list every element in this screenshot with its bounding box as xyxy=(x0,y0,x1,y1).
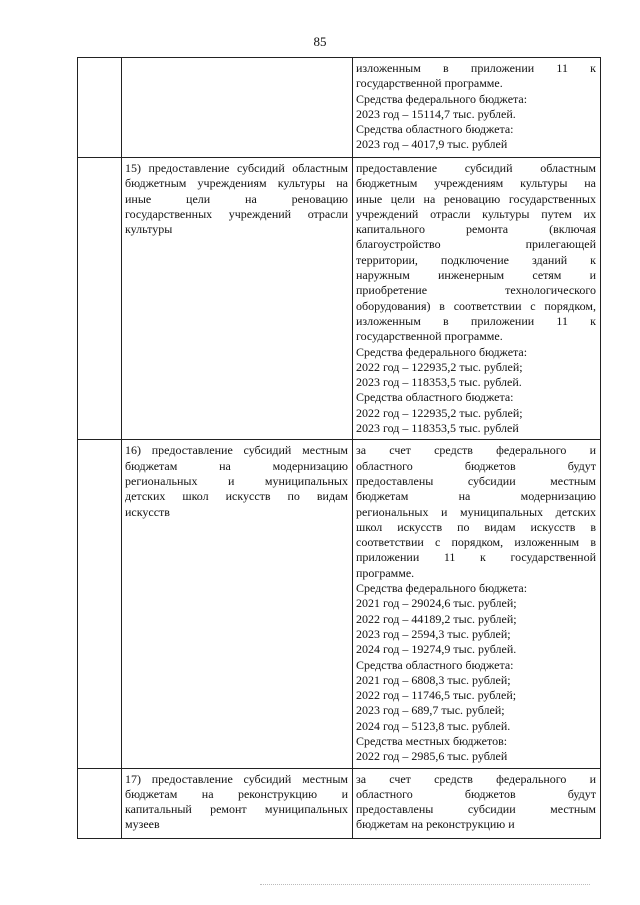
measure-name-cell-line: музеев xyxy=(125,817,160,832)
measure-description-cell-line: 2022 год – 2985,6 тыс. рублей xyxy=(356,749,508,764)
measure-description-cell xyxy=(353,768,601,838)
measure-description-cell-line: соответствии с порядком, изложенным в xyxy=(356,535,596,550)
measure-description-cell-line: областного бюджетов будут xyxy=(356,458,596,473)
table-row xyxy=(78,158,601,440)
row-number-cell xyxy=(78,768,122,838)
measure-description-cell-line: капитального ремонта (включая xyxy=(356,222,596,237)
measure-description-cell-line: за счет средств федерального и xyxy=(356,443,596,458)
measure-description-cell-line: 2023 год – 118353,5 тыс. рублей xyxy=(356,421,519,436)
measure-name-cell-line: бюджетам на модернизацию xyxy=(125,458,348,473)
measure-description-cell-line: региональных и муниципальных детских xyxy=(356,504,596,519)
measure-description-cell xyxy=(353,440,601,768)
measure-description-cell xyxy=(353,158,601,440)
measure-description-cell-line: учреждений отрасли культуры путем их xyxy=(356,206,596,221)
program-measures-table xyxy=(77,57,601,839)
measure-name-cell xyxy=(122,58,353,158)
measure-description-cell-line: Средства областного бюджета: xyxy=(356,657,514,672)
measure-description-cell-line: бюджетам на модернизацию xyxy=(356,489,596,504)
measure-name-cell-line: капитальный ремонт муниципальных xyxy=(125,802,348,817)
measure-description-cell-line: 2021 год – 29024,6 тыс. рублей; xyxy=(356,596,517,611)
row-number-cell xyxy=(78,158,122,440)
measure-description-cell-line: 2024 год – 19274,9 тыс. рублей. xyxy=(356,642,517,657)
measure-description-cell-line: оборудования) в соответствии с порядком, xyxy=(356,298,596,313)
measure-description-cell-line: изложенным в приложении 11 к xyxy=(356,313,596,328)
row-number-cell xyxy=(78,58,122,158)
measure-name-cell-line: искусств xyxy=(125,504,170,519)
measure-description-cell-line: за счет средств федерального и xyxy=(356,771,596,786)
measure-description-cell-line: 2022 год – 122935,2 тыс. рублей; xyxy=(356,405,523,420)
measure-description-cell-line: 2023 год – 2594,3 тыс. рублей; xyxy=(356,626,511,641)
measure-name-cell xyxy=(122,158,353,440)
table-row xyxy=(78,58,601,158)
measure-name-cell xyxy=(122,768,353,838)
measure-name-cell-line: детских школ искусств по видам xyxy=(125,489,348,504)
measure-description-cell-line: иные цели на реновацию государственных xyxy=(356,191,596,206)
measure-description-cell-line: государственной программе. xyxy=(356,329,503,344)
measure-description-cell-line: 2023 год – 118353,5 тыс. рублей. xyxy=(356,375,522,390)
measure-description-cell-line: программе. xyxy=(356,565,415,580)
measure-description-cell-line: изложенным в приложении 11 к xyxy=(356,61,596,75)
measure-name-cell-line: культуры xyxy=(125,222,173,237)
measure-description-cell-line: 2023 год – 15114,7 тыс. рублей. xyxy=(356,106,516,121)
measure-name-cell-line: 15) предоставление субсидий областным xyxy=(125,161,348,175)
measure-description-cell-line: приложении 11 к государственной xyxy=(356,550,596,565)
measure-description-cell-line: бюджетным учреждениям культуры на xyxy=(356,176,596,191)
measure-description-cell-line: 2023 год – 4017,9 тыс. рублей xyxy=(356,137,508,152)
measure-description-cell-line: 2022 год – 44189,2 тыс. рублей; xyxy=(356,611,517,626)
measure-description-cell-line: благоустройство прилегающей xyxy=(356,237,596,252)
measure-description-cell-line: предоставлены субсидии местным xyxy=(356,802,596,817)
measure-description-cell-line: Средства областного бюджета: xyxy=(356,122,514,137)
measure-name-cell-line: государственных учреждений отрасли xyxy=(125,206,348,221)
measure-description-cell-line: 2024 год – 5123,8 тыс. рублей. xyxy=(356,718,511,733)
measure-name-cell-line: иные цели на реновацию xyxy=(125,191,348,206)
page-number: 85 xyxy=(313,34,327,49)
measure-description-cell-line: предоставлены субсидии местным xyxy=(356,473,596,488)
measure-description-cell-line: территории, подключение зданий к xyxy=(356,252,596,267)
measure-description-cell-line: государственной программе. xyxy=(356,76,503,91)
measure-description-cell-line: Средства федерального бюджета: xyxy=(356,91,528,106)
table-row xyxy=(78,440,601,768)
page-bottom-rule xyxy=(260,884,590,885)
measure-description-cell-line: наружным инженерным сетям и xyxy=(356,268,596,283)
measure-description-cell-line: Средства местных бюджетов: xyxy=(356,733,508,748)
measure-description-cell-line: Средства областного бюджета: xyxy=(356,390,514,405)
measure-description-cell-line: приобретение технологического xyxy=(356,283,596,298)
measure-description-cell-line: школ искусств по видам искусств в xyxy=(356,519,596,534)
measure-name-cell xyxy=(122,440,353,768)
row-number-cell xyxy=(78,440,122,768)
measure-name-cell-line: бюджетам на реконструкцию и xyxy=(125,786,348,801)
measure-description-cell-line: 2021 год – 6808,3 тыс. рублей; xyxy=(356,672,511,687)
measure-description-cell-line: предоставление субсидий областным xyxy=(356,161,596,175)
measure-name-cell-line: бюджетным учреждениям культуры на xyxy=(125,176,348,191)
measure-description-cell xyxy=(353,58,601,158)
measure-name-cell-line: 16) предоставление субсидий местным xyxy=(125,443,348,458)
measure-description-cell-line: 2022 год – 11746,5 тыс. рублей; xyxy=(356,688,517,703)
measure-description-cell-line: областного бюджетов будут xyxy=(356,786,596,801)
measure-description-cell-line: Средства федерального бюджета: xyxy=(356,581,528,596)
measure-description-cell-line: бюджетам на реконструкцию и xyxy=(356,817,515,832)
measure-description-cell-line: 2022 год – 122935,2 тыс. рублей; xyxy=(356,359,523,374)
measure-description-cell-line: 2023 год – 689,7 тыс. рублей; xyxy=(356,703,505,718)
table-row xyxy=(78,768,601,838)
measure-description-cell-line: Средства федерального бюджета: xyxy=(356,344,528,359)
measure-name-cell-line: 17) предоставление субсидий местным xyxy=(125,771,348,786)
measure-name-cell-line: региональных и муниципальных xyxy=(125,473,348,488)
